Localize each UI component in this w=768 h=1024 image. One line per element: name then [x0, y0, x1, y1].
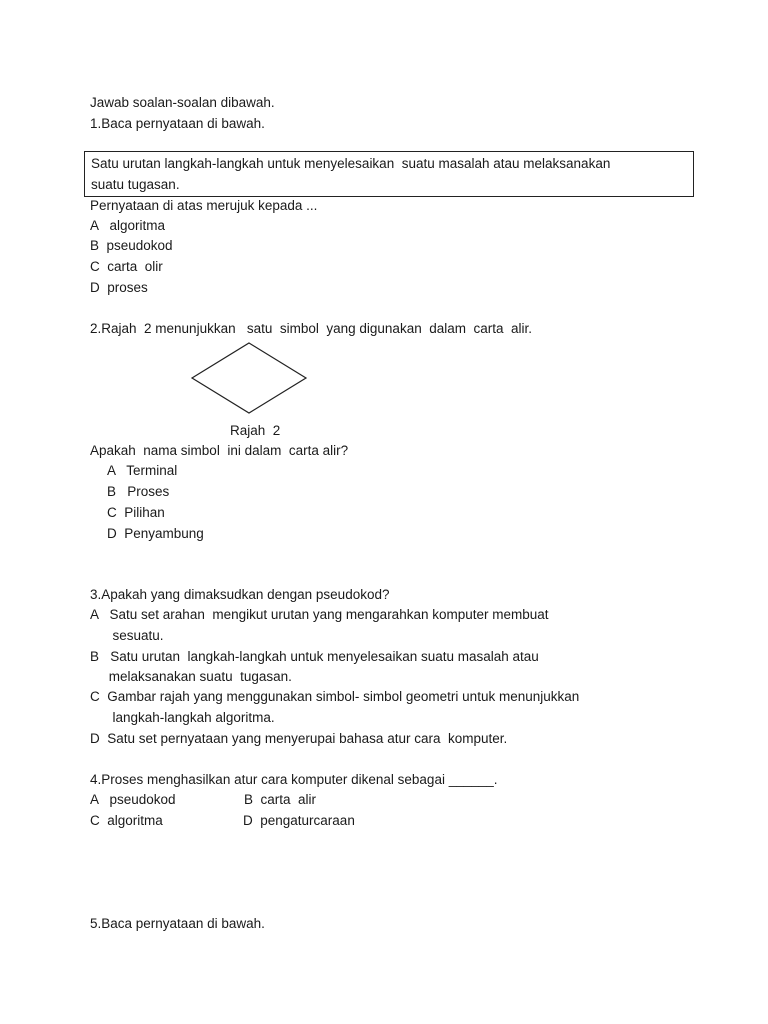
- q4-stem: 4.Proses menghasilkan atur cara komputer dikenal sebagai ______.: [90, 772, 498, 787]
- q3-option-b-cont: melaksanakan suatu tugasan.: [90, 669, 292, 684]
- q2-option-a: A Terminal: [107, 463, 178, 478]
- q4-option-b: B carta alir: [244, 792, 317, 807]
- q2-question: Apakah nama simbol ini dalam carta alir?: [90, 443, 349, 458]
- q2-option-b: B Proses: [107, 484, 170, 499]
- q2-stem: 2.Rajah 2 menunjukkan satu simbol yang digunakan dalam carta alir.: [90, 321, 532, 336]
- q3-option-b: B Satu urutan langkah-langkah untuk menyelesaikan suatu masalah atau: [90, 649, 539, 664]
- q3-option-c-cont: langkah-langkah algoritma.: [90, 710, 275, 725]
- q1-option-c: C carta olir: [90, 259, 163, 274]
- q4-option-c: C algoritma: [90, 813, 163, 828]
- q5-stem: 5.Baca pernyataan di bawah.: [90, 916, 265, 931]
- q1-stem: 1.Baca pernyataan di bawah.: [90, 116, 265, 131]
- q3-option-d: D Satu set pernyataan yang menyerupai bahasa atur cara komputer.: [90, 731, 508, 746]
- q4-option-a: A pseudokod: [90, 792, 176, 807]
- q3-stem: 3.Apakah yang dimaksudkan dengan pseudokod?: [90, 587, 390, 602]
- q1-option-d: D proses: [90, 280, 148, 295]
- q3-option-c: C Gambar rajah yang menggunakan simbol- simbol geometri untuk menunjukkan: [90, 689, 580, 704]
- q3-option-a: A Satu set arahan mengikut urutan yang mengarahkan komputer membuat: [90, 607, 549, 622]
- instruction: Jawab soalan-soalan dibawah.: [90, 95, 275, 110]
- q1-option-b: B pseudokod: [90, 238, 173, 253]
- q1-question: Pernyataan di atas merujuk kepada ...: [90, 198, 318, 213]
- q1-statement-line2: suatu tugasan.: [91, 177, 180, 192]
- decision-diamond-icon: [188, 341, 310, 415]
- q1-statement-line1: Satu urutan langkah-langkah untuk menyelesaikan suatu masalah atau melaksanakan: [91, 156, 611, 171]
- q1-option-a: A algoritma: [90, 218, 166, 233]
- q2-figure-caption: Rajah 2: [230, 423, 281, 438]
- q3-option-a-cont: sesuatu.: [90, 628, 164, 643]
- q2-option-c: C Pilihan: [107, 505, 165, 520]
- q2-option-d: D Penyambung: [107, 526, 204, 541]
- q4-option-d: D pengaturcaraan: [243, 813, 355, 828]
